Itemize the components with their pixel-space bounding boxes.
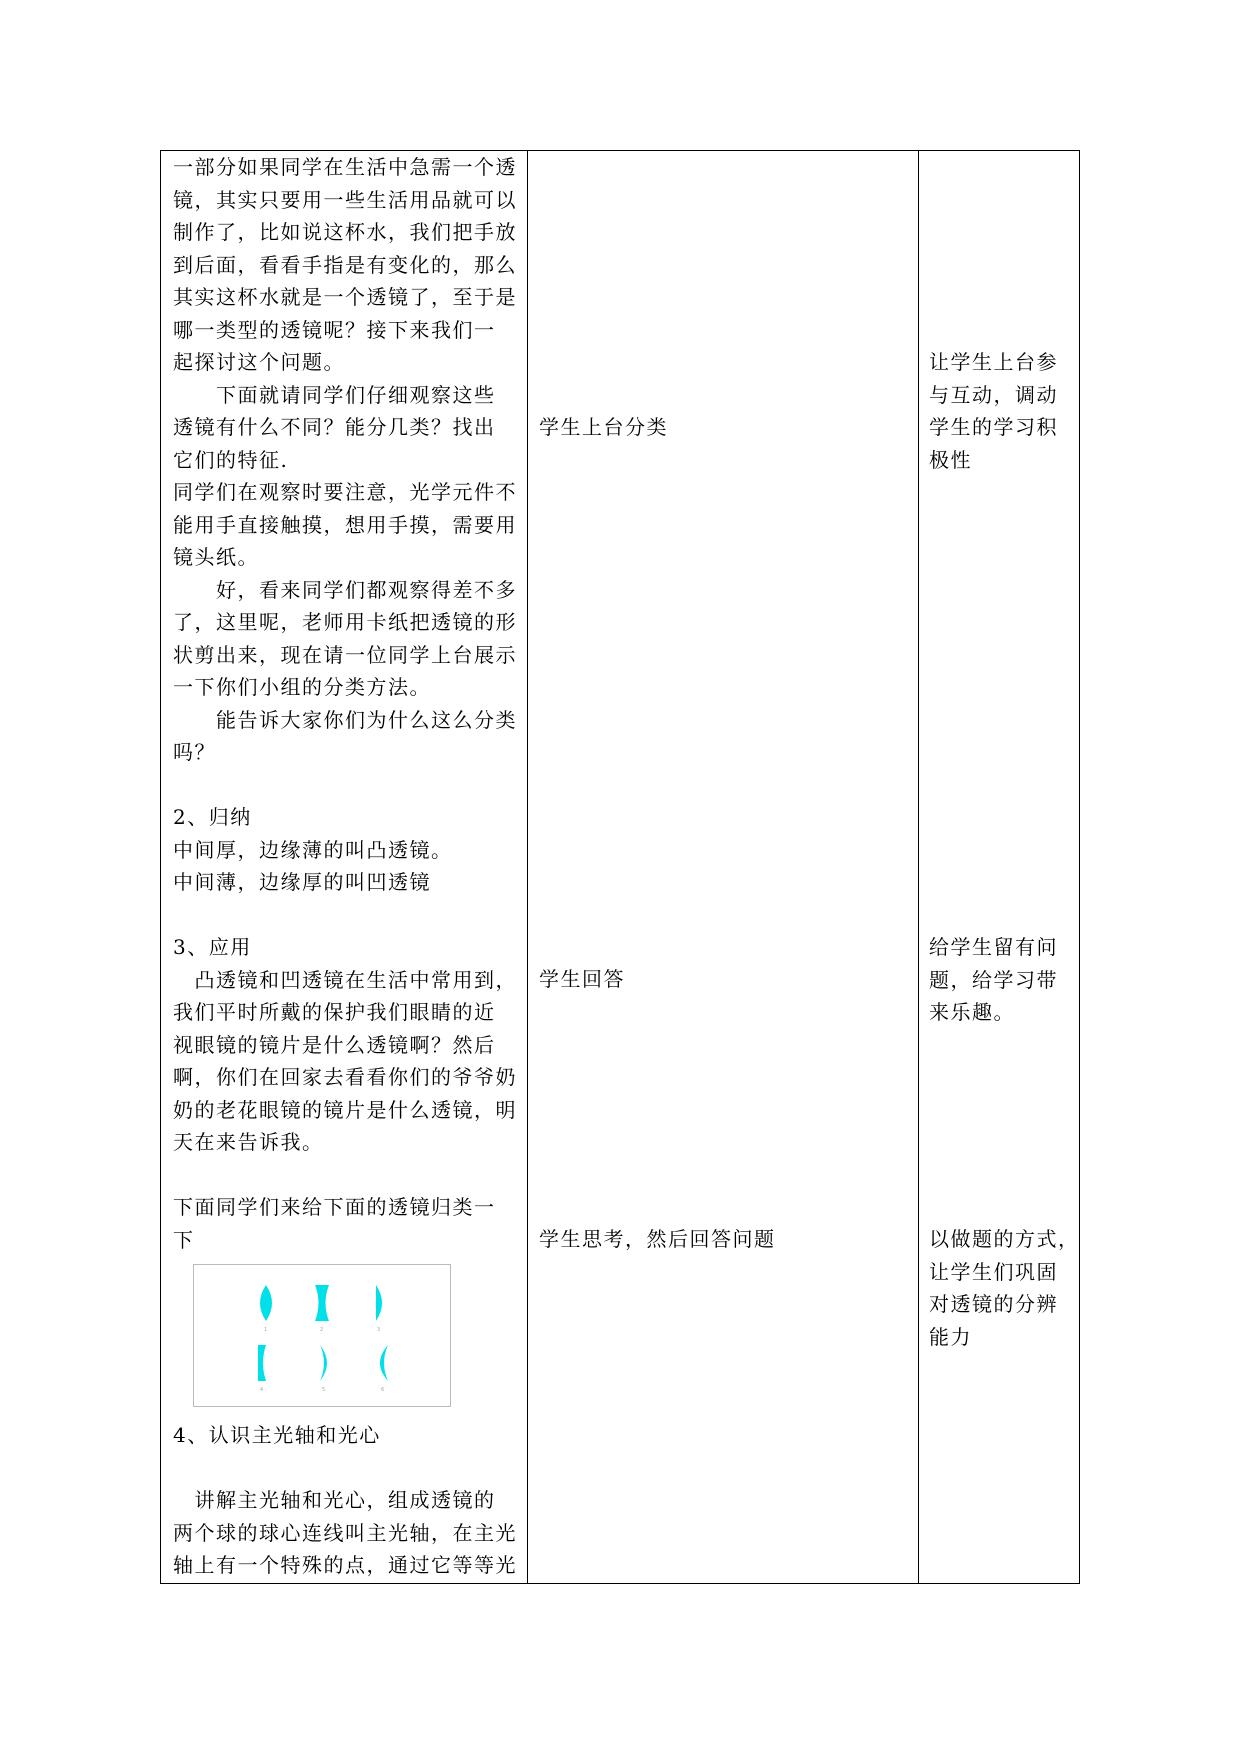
column-divider <box>527 151 528 1583</box>
lens-diagram <box>194 1265 450 1406</box>
exercise-prompt: 下面同学们来给下面的透镜归类一 下 <box>173 1195 496 1252</box>
plano-concave-lens-shape <box>258 1345 266 1381</box>
principal-axis-heading: 4、认识主光轴和光心 <box>173 1423 381 1447</box>
lens-label-2: 2 <box>320 1327 324 1333</box>
lens-label-3: 3 <box>377 1327 381 1333</box>
purpose-exercise: 以做题的方式， 让学生们巩固 对透镜的分辨 能力 <box>929 1227 1080 1349</box>
purpose-interaction: 让学生上台参 与互动，调动 学生的学习积 极性 <box>929 350 1058 472</box>
column-divider <box>918 151 919 1583</box>
lens-label-1: 1 <box>264 1327 268 1333</box>
lesson-plan-table <box>160 150 1080 1584</box>
lens-label-5: 5 <box>322 1387 326 1393</box>
lens-label-6: 6 <box>381 1387 385 1393</box>
biconcave-lens-shape <box>315 1285 329 1321</box>
biconvex-lens-shape <box>260 1285 272 1321</box>
convex-meniscus-lens-shape <box>320 1345 327 1381</box>
plano-convex-lens-shape <box>376 1285 382 1321</box>
student-activity-answer: 学生回答 <box>539 967 625 991</box>
summary-section: 2、归纳 中间厚，边缘薄的叫凸透镜。 中间薄，边缘厚的叫凹透镜 <box>173 805 453 894</box>
principal-axis-explanation: 讲解主光轴和光心，组成透镜的 两个球的球心连线叫主光轴，在主光 轴上有一个特殊的点，通过它等等光 <box>173 1488 517 1577</box>
teacher-activity-intro: 一部分如果同学在生活中急需一个透 镜，其实只要用一些生活用品就可以 制作了，比如说这杯水，我们把手放 到后面，看看手指是有变化的，那么 其实这杯水就是一个透镜了，至于是 哪一类型的透镜呢？接下来我们一 起探讨这个问题。 下面就请同学们仔细观察这些 透镜有什么不同？能分几类？找出 它们的特征. 同学们在观察时要注意，光学元件不 能用手直接触摸，想用手摸，需要用 镜头纸。 好，看来同学们都观察得差不多 了，这里呢，老师用卡纸把透镜的形 状剪出来，现在请一位同学上台展示 一下你们小组的分类方法。 能告诉大家你们为什么这么分类 吗？ <box>173 155 517 764</box>
purpose-question: 给学生留有问 题，给学习带 来乐趣。 <box>929 935 1058 1024</box>
student-activity-think: 学生思考，然后回答问题 <box>539 1227 776 1251</box>
application-section: 3、应用 凸透镜和凹透镜在生活中常用到， 我们平时所戴的保护我们眼睛的近 视眼镜的镜片是什么透镜啊？然后 啊，你们在回家去看看你们的爷爷奶 奶的老花眼镜的镜片是什么透镜，明 天在来告诉我。 <box>173 935 517 1154</box>
lens-classification-figure <box>193 1264 451 1407</box>
lens-label-4: 4 <box>260 1387 264 1393</box>
concave-meniscus-lens-shape <box>380 1345 388 1381</box>
student-activity-classify: 学生上台分类 <box>539 415 668 439</box>
